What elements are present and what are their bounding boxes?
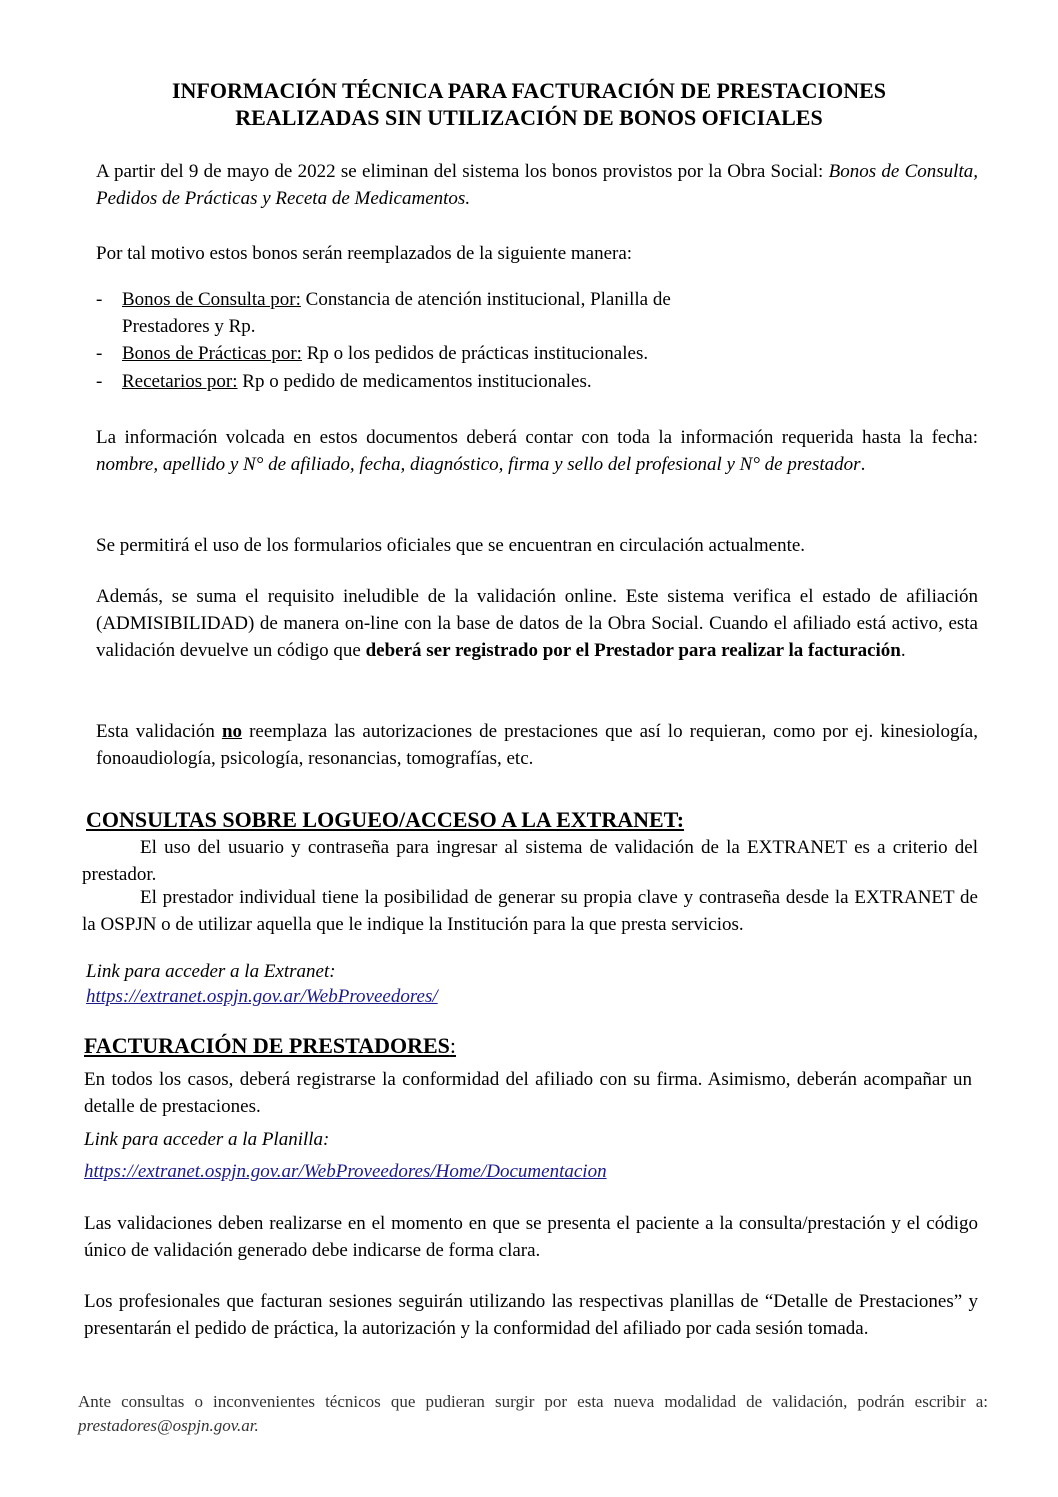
planilla-link[interactable]: https://extranet.ospjn.gov.ar/WebProveedores/Home/Documentacion bbox=[84, 1161, 607, 1182]
bullet-text: Constancia de atención institucional, Planilla de bbox=[300, 289, 671, 310]
bullet-item bbox=[96, 368, 896, 395]
billing-paragraph-2: Las validaciones deben realizarse en el momento en que se presenta el paciente a la consulta/prestación y el código único de validación generado debe indicarse de forma clara. bbox=[84, 1213, 978, 1261]
online-text: Además, se suma el requisito ineludible de la validación online. Este sistema verifica el estado de afiliación (ADMISIBILIDAD) de manera on-line con la base de datos de la Obra Social. Cuando el afiliado está activo, esta validación devuelve un código que bbox=[96, 586, 978, 661]
validation-no: no bbox=[221, 721, 243, 742]
document-title bbox=[0, 77, 1058, 131]
footer-note bbox=[78, 1390, 988, 1438]
extranet-link-label: Link para acceder a la Extranet: bbox=[86, 961, 336, 982]
replacement-lead: Por tal motivo estos bonos serán reemplazados de la siguiente manera: bbox=[96, 243, 633, 264]
bullet-label: Bonos de Consulta por: bbox=[122, 289, 301, 310]
billing-heading: FACTURACIÓN DE PRESTADORES: bbox=[84, 1033, 457, 1058]
extranet-paragraph-2: El prestador individual tiene la posibilidad de generar su propia clave y contraseña desde la EXTRANET de la OSPJN o de utilizar aquella que le indique la Institución para la que presta servicios. bbox=[82, 887, 978, 935]
title-line-2: REALIZADAS SIN UTILIZACIÓN DE BONOS OFICIALES bbox=[235, 105, 823, 130]
billing-paragraph-1: En todos los casos, deberá registrarse la conformidad del afiliado con su firma. Asimismo, deberán acompañar un detalle de prestaciones. bbox=[84, 1069, 972, 1117]
bullet-item bbox=[96, 340, 896, 367]
bullet-dash: - bbox=[96, 289, 103, 310]
online-end: . bbox=[900, 640, 906, 661]
online-bold: deberá ser registrado por el Prestador para realizar la facturación bbox=[365, 640, 901, 661]
bullet-text: Rp o pedido de medicamentos institucionales. bbox=[237, 371, 592, 392]
extranet-link[interactable]: https://extranet.ospjn.gov.ar/WebProveedores/ bbox=[86, 986, 438, 1007]
planilla-link-label: Link para acceder a la Planilla: bbox=[84, 1129, 330, 1150]
intro-text: A partir del 9 de mayo de 2022 se eliminan del sistema los bonos provistos por la Obra Social: bbox=[96, 161, 829, 182]
bullet-dash: - bbox=[96, 371, 103, 392]
online-paragraph bbox=[96, 583, 978, 664]
bullet-item bbox=[96, 286, 896, 313]
forms-paragraph: Se permitirá el uso de los formularios oficiales que se encuentran en circulación actualmente. bbox=[96, 535, 806, 556]
extranet-heading: CONSULTAS SOBRE LOGUEO/ACCESO A LA EXTRANET: bbox=[86, 807, 685, 832]
info-italic: nombre, apellido y N° de afiliado, fecha, diagnóstico, firma y sello del profesional y N° de prestador bbox=[96, 454, 861, 475]
info-paragraph bbox=[96, 424, 978, 478]
extranet-paragraph-1: El uso del usuario y contraseña para ingresar al sistema de validación de la EXTRANET es a criterio del prestador. bbox=[82, 837, 978, 885]
intro-paragraph bbox=[96, 158, 978, 212]
bullet-continuation: Prestadores y Rp. bbox=[122, 316, 256, 337]
intro-italic: Bonos de Consulta, Pedidos de Prácticas y Receta de Medicamentos. bbox=[96, 161, 978, 209]
bullet-label: Recetarios por: bbox=[122, 371, 238, 392]
validation-paragraph bbox=[96, 718, 978, 772]
info-end: . bbox=[860, 454, 866, 475]
footer-email[interactable]: prestadores@ospjn.gov.ar. bbox=[78, 1416, 259, 1435]
billing-paragraph-3: Los profesionales que facturan sesiones seguirán utilizando las respectivas planillas de “Detalle de Prestaciones” y presentarán el pedido de práctica, la autorización y la conformidad del afiliado por cada sesión tomada. bbox=[84, 1291, 978, 1339]
title-line-1: INFORMACIÓN TÉCNICA PARA FACTURACIÓN DE PRESTACIONES bbox=[171, 78, 887, 103]
bullet-text: Rp o los pedidos de prácticas institucionales. bbox=[301, 343, 649, 364]
validation-post: reemplaza las autorizaciones de prestaciones que así lo requieran, como por ej. kinesiología, fonoaudiología, psicología, resonancias, tomografías, etc. bbox=[96, 721, 978, 769]
bullet-dash: - bbox=[96, 343, 103, 364]
bullet-label: Bonos de Prácticas por: bbox=[122, 343, 302, 364]
validation-pre: Esta validación bbox=[96, 721, 222, 742]
info-text: La información volcada en estos documentos deberá contar con toda la información requerida hasta la fecha: bbox=[96, 427, 978, 448]
footer-text: Ante consultas o inconvenientes técnicos que pudieran surgir por esta nueva modalidad de validación, podrán escribir a: bbox=[78, 1392, 988, 1411]
